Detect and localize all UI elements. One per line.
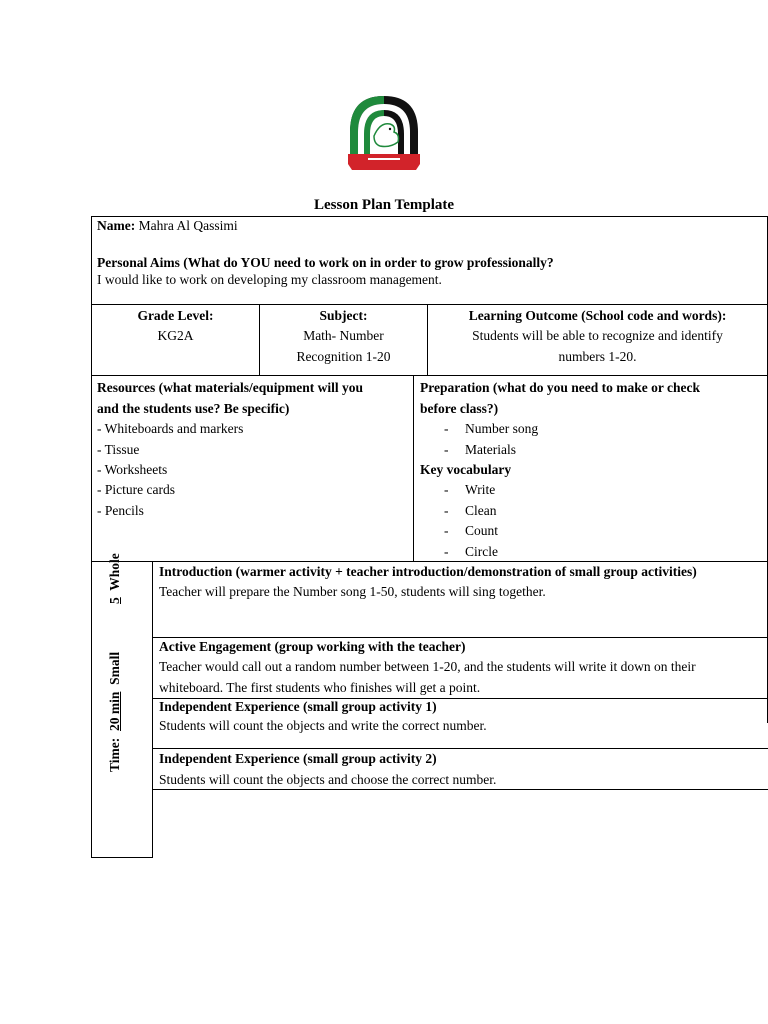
subject-line2: Recognition 1-20 bbox=[296, 349, 391, 364]
prep-bullet: - bbox=[444, 421, 449, 436]
outcome-label: Learning Outcome (School code and words): bbox=[468, 308, 727, 323]
personal-aims-label: Personal Aims (What do YOU need to work on in order to grow professionally? bbox=[97, 255, 554, 270]
name-label: Name: bbox=[97, 218, 136, 233]
col-divider bbox=[152, 561, 153, 858]
vocab-bullet: - bbox=[444, 544, 449, 559]
vocab-bullet: - bbox=[444, 503, 449, 518]
time-prefix: Time: bbox=[107, 737, 122, 772]
introduction-label: Introduction (warmer activity + teacher introduction/demonstration of small group activities) bbox=[159, 564, 697, 579]
outcome-line1: Students will be able to recognize and identify bbox=[472, 328, 723, 343]
vocab-label: Key vocabulary bbox=[420, 462, 512, 477]
resources-label-1: Resources (what materials/equipment will you bbox=[97, 380, 363, 395]
active-line2: whiteboard. The first students who finishes will get a point. bbox=[159, 680, 481, 695]
page-title: Lesson Plan Template bbox=[313, 197, 455, 213]
row-divider bbox=[91, 857, 153, 858]
time-whole: Whole bbox=[107, 553, 122, 591]
introduction-text: Teacher will prepare the Number song 1-50, students will sing together. bbox=[159, 584, 546, 599]
active-label: Active Engagement (group working with the teacher) bbox=[159, 639, 466, 654]
personal-aims-value: I would like to work on developing my classroom management. bbox=[97, 272, 442, 287]
col-divider bbox=[413, 375, 414, 562]
independent2-text: Students will count the objects and choose the correct number. bbox=[159, 772, 497, 787]
resource-item: - Tissue bbox=[97, 442, 140, 457]
resources-label-2: and the students use? Be specific) bbox=[97, 401, 290, 416]
vocab-bullet: - bbox=[444, 482, 449, 497]
resource-item: - Worksheets bbox=[97, 462, 168, 477]
time-small: Small bbox=[107, 651, 122, 685]
prep-item: Number song bbox=[465, 421, 539, 436]
prep-item: Materials bbox=[465, 442, 516, 457]
school-logo bbox=[344, 92, 424, 176]
grade-value: KG2A bbox=[157, 328, 194, 343]
independent1-label: Independent Experience (small group activity 1) bbox=[159, 699, 437, 714]
active-line1: Teacher would call out a random number between 1-20, and the students will write it down on their bbox=[159, 659, 696, 674]
time-whole-label bbox=[107, 553, 123, 604]
vocab-item: Count bbox=[465, 523, 499, 538]
time-small-label bbox=[107, 652, 123, 772]
vocab-bullet: - bbox=[444, 523, 449, 538]
vocab-item: Circle bbox=[465, 544, 498, 559]
resource-item: - Whiteboards and markers bbox=[97, 421, 244, 436]
preparation-label-1: Preparation (what do you need to make or check bbox=[420, 380, 700, 395]
vocab-item: Write bbox=[465, 482, 496, 497]
resource-item: - Pencils bbox=[97, 503, 144, 518]
preparation-label-2: before class?) bbox=[420, 401, 499, 416]
independent2-label: Independent Experience (small group activity 2) bbox=[159, 751, 437, 766]
row-divider bbox=[91, 304, 768, 305]
name-row bbox=[97, 216, 238, 236]
subject-line1: Math- Number bbox=[303, 328, 384, 343]
time-five: 5 bbox=[107, 597, 122, 604]
prep-bullet: - bbox=[444, 442, 449, 457]
vocab-item: Clean bbox=[465, 503, 497, 518]
subject-label: Subject: bbox=[319, 308, 368, 323]
time-min: 20 min bbox=[107, 691, 122, 731]
outcome-line2: numbers 1-20. bbox=[558, 349, 637, 364]
name-value: Mahra Al Qassimi bbox=[138, 218, 238, 233]
resource-item: - Picture cards bbox=[97, 482, 175, 497]
independent1-text: Students will count the objects and write the correct number. bbox=[159, 718, 487, 733]
grade-label: Grade Level: bbox=[137, 308, 214, 323]
row-divider bbox=[91, 375, 768, 376]
